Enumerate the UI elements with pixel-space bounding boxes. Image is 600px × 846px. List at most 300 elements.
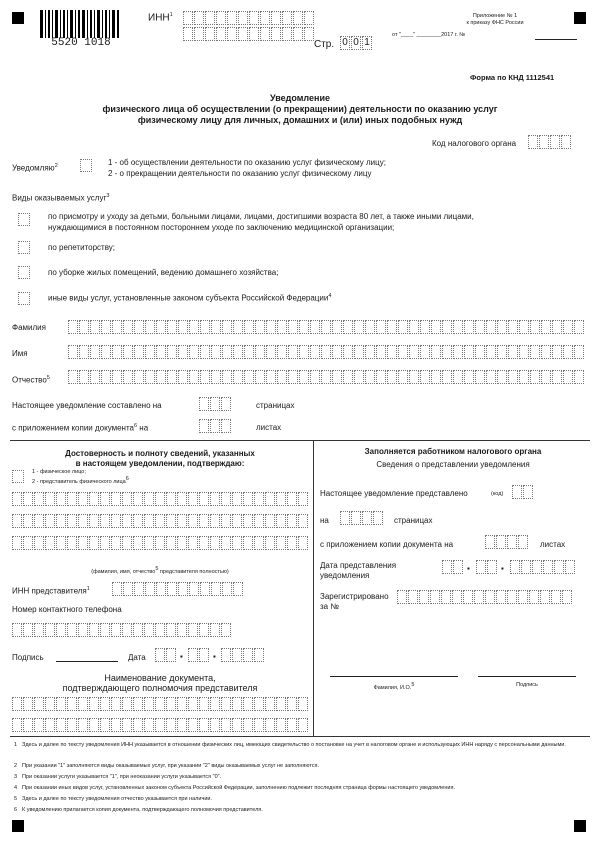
comb-cell <box>562 590 572 604</box>
comb-cell <box>496 590 506 604</box>
comb-cell <box>45 514 55 528</box>
comb-cell <box>78 623 88 637</box>
service-cleaning-text: по уборке жилых помещений, ведению домашнего хозяйства; <box>48 268 279 277</box>
comb-cell <box>210 718 220 732</box>
comb-cell <box>211 582 221 596</box>
comb-cell <box>200 370 210 384</box>
comb-cell <box>12 492 22 506</box>
comb-cell <box>233 370 243 384</box>
comb-cell <box>155 623 165 637</box>
staff-pages-on: на <box>320 516 329 525</box>
comb-cell <box>133 697 143 711</box>
tax-office-code-label: Код налогового органа <box>432 139 517 148</box>
comb-cell <box>177 623 187 637</box>
comb-cell <box>497 320 507 334</box>
notify-option-1: 1 - об осуществлении деятельности по оказанию услуг физическому лицу; <box>108 158 386 167</box>
footnote-4: 4 При оказании иных видов услуг, установленных законом субъекта Российской Федерации, заполнению подлежит последняя страница формы настоящего уведомления. <box>14 785 455 791</box>
comb-cell <box>34 697 44 711</box>
comb-cell <box>287 492 297 506</box>
service-childcare-field[interactable] <box>18 213 30 226</box>
comb-cell <box>111 718 121 732</box>
comb-cell <box>276 718 286 732</box>
page-number-field[interactable]: 0 0 1 <box>340 36 372 50</box>
comb-cell <box>277 320 287 334</box>
notify-option-2: 2 - о прекращении деятельности по оказанию услуг физическому лицу <box>108 169 372 178</box>
comb-cell <box>177 492 187 506</box>
comb-cell <box>167 320 177 334</box>
comb-cell <box>254 718 264 732</box>
comb-cell <box>486 370 496 384</box>
comb-cell <box>155 514 165 528</box>
comb-cell <box>287 514 297 528</box>
comb-cell <box>122 492 132 506</box>
comb-cell <box>254 514 264 528</box>
corner-marker-top-right <box>574 12 586 24</box>
comb-cell <box>288 345 298 359</box>
comb-cell <box>343 320 353 334</box>
corner-marker-top-left <box>12 12 24 24</box>
comb-cell <box>67 492 77 506</box>
comb-cell <box>155 697 165 711</box>
footnote-5: 5 Здесь и далее по тексту уведомления отчество указывается при наличии. <box>14 796 213 802</box>
comb-cell <box>541 345 551 359</box>
comb-cell <box>100 514 110 528</box>
comb-cell <box>232 536 242 550</box>
title-line1: Уведомление <box>269 93 330 103</box>
comb-cell <box>453 370 463 384</box>
comb-cell <box>178 320 188 334</box>
comb-cell <box>508 345 518 359</box>
rep-inn-label: ИНН представителя$^1$ <box>12 586 90 596</box>
signer-type-field[interactable] <box>12 470 24 483</box>
comb-cell <box>166 623 176 637</box>
comb-cell <box>409 370 419 384</box>
comb-cell <box>244 345 254 359</box>
rep-inn-field[interactable] <box>112 582 243 596</box>
doc-name-field-2[interactable] <box>12 718 308 732</box>
comb-cell <box>354 320 364 334</box>
comb-cell <box>166 536 176 550</box>
comb-cell <box>419 590 429 604</box>
footnote-1: 1 Здесь и далее по тексту уведомления ИНН указывается в отношении физических лиц, имеющих свидетельство о постановке на учет в налоговом органе и использующих ИНН наряду с персональными данными. <box>14 742 566 748</box>
comb-cell <box>475 370 485 384</box>
comb-cell <box>486 320 496 334</box>
comb-cell <box>144 536 154 550</box>
comb-cell <box>23 514 33 528</box>
comb-cell <box>431 370 441 384</box>
comb-cell <box>221 514 231 528</box>
pages-count-field[interactable] <box>199 397 231 411</box>
comb-cell <box>100 697 110 711</box>
comb-cell <box>78 697 88 711</box>
rep-fio-caption: (фамилия, имя, отчество5 представителя полностью) <box>91 566 229 575</box>
comb-cell <box>89 514 99 528</box>
comb-cell <box>232 514 242 528</box>
comb-cell <box>199 536 209 550</box>
comb-cell <box>155 718 165 732</box>
services-label: Виды оказываемых услуг$^3$ <box>12 193 110 203</box>
rep-fio-field-2[interactable] <box>12 514 308 528</box>
date-year-field[interactable] <box>221 648 264 662</box>
appendix-line2: к приказу ФНС России <box>466 20 524 26</box>
comb-cell <box>178 345 188 359</box>
comb-cell <box>497 370 507 384</box>
comb-cell <box>156 320 166 334</box>
comb-cell <box>265 536 275 550</box>
comb-cell <box>343 370 353 384</box>
tax-office-code-field[interactable] <box>528 135 571 149</box>
comb-cell <box>133 718 143 732</box>
comb-cell <box>45 623 55 637</box>
comb-cell <box>156 370 166 384</box>
comb-cell <box>243 697 253 711</box>
comb-cell <box>134 320 144 334</box>
comb-cell <box>475 320 485 334</box>
staff-block-title: Заполняется работником налогового органа <box>364 447 542 456</box>
comb-cell <box>464 320 474 334</box>
comb-cell <box>134 582 144 596</box>
comb-cell <box>189 582 199 596</box>
service-other-text: иные виды услуг, установленные законом субъекта Российской Федерации$^4$ <box>48 293 332 303</box>
comb-cell <box>23 492 33 506</box>
service-cleaning-field[interactable] <box>18 266 30 279</box>
comb-cell <box>188 697 198 711</box>
comb-cell <box>177 697 187 711</box>
submission-date-sep2: ▪ <box>501 564 504 573</box>
comb-cell <box>321 320 331 334</box>
comb-cell <box>265 492 275 506</box>
comb-cell <box>89 623 99 637</box>
comb-cell <box>199 697 209 711</box>
submission-date-day[interactable] <box>442 560 463 574</box>
comb-cell <box>122 536 132 550</box>
surname-label: Фамилия <box>12 323 46 332</box>
comb-cell <box>232 697 242 711</box>
appendix-line3: от "____" ________2017 г. № <box>392 32 466 38</box>
sign-line[interactable] <box>56 661 118 662</box>
comb-cell <box>188 623 198 637</box>
comb-cell <box>255 370 265 384</box>
comb-cell <box>519 345 529 359</box>
copy-count-label: с приложением копии документа$^6$ на <box>12 423 149 433</box>
comb-cell <box>79 320 89 334</box>
comb-cell <box>199 718 209 732</box>
comb-cell <box>68 320 78 334</box>
comb-cell <box>474 590 484 604</box>
comb-cell <box>519 320 529 334</box>
comb-cell <box>232 718 242 732</box>
comb-cell <box>298 536 308 550</box>
comb-cell <box>112 370 122 384</box>
submission-date-year[interactable] <box>510 560 575 574</box>
comb-cell <box>178 582 188 596</box>
comb-cell <box>189 345 199 359</box>
comb-cell <box>68 345 78 359</box>
comb-cell <box>221 623 231 637</box>
comb-cell <box>287 536 297 550</box>
comb-cell <box>221 697 231 711</box>
date-month-field[interactable] <box>188 648 209 662</box>
comb-cell <box>276 697 286 711</box>
comb-cell <box>530 370 540 384</box>
comb-cell <box>408 590 418 604</box>
comb-cell <box>101 320 111 334</box>
comb-cell <box>155 492 165 506</box>
comb-cell <box>541 370 551 384</box>
comb-cell <box>166 492 176 506</box>
comb-cell <box>34 623 44 637</box>
comb-cell <box>56 514 66 528</box>
comb-cell <box>189 370 199 384</box>
rep-fio-field-1[interactable] <box>12 492 308 506</box>
comb-cell <box>530 345 540 359</box>
comb-cell <box>67 697 77 711</box>
comb-cell <box>67 536 77 550</box>
comb-cell <box>100 492 110 506</box>
comb-cell <box>266 320 276 334</box>
comb-cell <box>464 370 474 384</box>
comb-cell <box>122 697 132 711</box>
comb-cell <box>166 697 176 711</box>
staff-fio-line[interactable] <box>330 676 458 677</box>
comb-cell <box>210 536 220 550</box>
footnote-2: 2 При указании "1" заполняются виды оказываемых услуг, при указании "2" виды оказываемых услуг не заполняются. <box>14 763 320 769</box>
comb-cell <box>233 345 243 359</box>
comb-cell <box>144 718 154 732</box>
comb-cell <box>90 320 100 334</box>
comb-cell <box>12 536 22 550</box>
comb-cell <box>189 320 199 334</box>
comb-cell <box>529 590 539 604</box>
comb-cell <box>188 514 198 528</box>
doc-name-field-1[interactable] <box>12 697 308 711</box>
comb-cell <box>354 345 364 359</box>
comb-cell <box>112 582 122 596</box>
sign-label: Подпись <box>12 653 44 662</box>
comb-cell <box>508 370 518 384</box>
comb-cell <box>563 345 573 359</box>
comb-cell <box>122 514 132 528</box>
comb-cell <box>420 320 430 334</box>
service-childcare-text-b: нуждающимися в постоянном постороннем уходе по заключению медицинской организации; <box>48 223 395 232</box>
comb-cell <box>276 536 286 550</box>
doc-title-1: Наименование документа, <box>104 673 216 683</box>
staff-copy-field[interactable] <box>485 535 528 549</box>
comb-cell <box>254 536 264 550</box>
comb-cell <box>199 623 209 637</box>
comb-cell <box>12 697 22 711</box>
column-divider <box>313 440 314 736</box>
comb-cell <box>563 320 573 334</box>
comb-cell <box>133 492 143 506</box>
comb-cell <box>56 718 66 732</box>
comb-cell <box>420 345 430 359</box>
date-day-field[interactable] <box>155 648 176 662</box>
submitted-code-field[interactable] <box>512 485 533 499</box>
comb-cell <box>144 492 154 506</box>
comb-cell <box>210 697 220 711</box>
comb-cell <box>431 320 441 334</box>
comb-cell <box>243 718 253 732</box>
comb-cell <box>45 718 55 732</box>
rep-fio-field-3[interactable] <box>12 536 308 550</box>
comb-cell <box>397 590 407 604</box>
comb-cell <box>552 370 562 384</box>
comb-cell <box>310 320 320 334</box>
phone-field[interactable] <box>12 623 231 637</box>
comb-cell <box>133 623 143 637</box>
comb-cell <box>23 536 33 550</box>
comb-cell <box>111 514 121 528</box>
comb-cell <box>188 492 198 506</box>
surname-field[interactable] <box>68 320 584 334</box>
comb-cell <box>23 623 33 637</box>
comb-cell <box>574 345 584 359</box>
title-line2: физического лица об осуществлении (о прекращении) деятельности по оказанию услуг <box>102 104 498 114</box>
comb-cell <box>45 492 55 506</box>
comb-cell <box>376 320 386 334</box>
comb-cell <box>398 370 408 384</box>
comb-cell <box>145 345 155 359</box>
comb-cell <box>167 582 177 596</box>
comb-cell <box>23 697 33 711</box>
service-other-field[interactable] <box>18 292 30 305</box>
comb-cell <box>67 718 77 732</box>
confirm-title-2: в настоящем уведомлении, подтверждаю: <box>75 459 245 468</box>
comb-cell <box>167 370 177 384</box>
comb-cell <box>409 345 419 359</box>
comb-cell <box>243 492 253 506</box>
comb-cell <box>254 697 264 711</box>
staff-block-subtitle: Сведения о представлении уведомления <box>376 460 530 469</box>
date-sep-2: ▪ <box>213 652 216 661</box>
comb-cell <box>78 536 88 550</box>
comb-cell <box>298 514 308 528</box>
comb-cell <box>233 582 243 596</box>
barcode-number: 5520 1018 <box>51 37 111 49</box>
comb-cell <box>12 623 22 637</box>
staff-copy-suffix: листах <box>540 540 566 549</box>
comb-cell <box>45 697 55 711</box>
comb-cell <box>145 582 155 596</box>
name-field[interactable] <box>68 345 584 359</box>
comb-cell <box>90 370 100 384</box>
barcode <box>40 10 122 48</box>
inn-label: ИНН$^1$ <box>148 12 173 24</box>
comb-cell <box>89 718 99 732</box>
comb-cell <box>123 370 133 384</box>
comb-cell <box>155 536 165 550</box>
comb-cell <box>177 718 187 732</box>
comb-cell <box>222 345 232 359</box>
comb-cell <box>112 320 122 334</box>
comb-cell <box>475 345 485 359</box>
comb-cell <box>276 514 286 528</box>
comb-cell <box>177 514 187 528</box>
comb-cell <box>266 370 276 384</box>
comb-cell <box>188 718 198 732</box>
comb-cell <box>210 492 220 506</box>
comb-cell <box>574 320 584 334</box>
comb-cell <box>409 320 419 334</box>
comb-cell <box>222 582 232 596</box>
patronymic-field[interactable] <box>68 370 584 384</box>
comb-cell <box>574 370 584 384</box>
doc-title-2: подтверждающего полномочия представителя <box>62 683 258 693</box>
staff-sign-caption: Подпись <box>516 682 538 688</box>
comb-cell <box>453 320 463 334</box>
comb-cell <box>78 718 88 732</box>
date-label: Дата <box>128 653 146 662</box>
comb-cell <box>210 623 220 637</box>
comb-cell <box>420 370 430 384</box>
comb-cell <box>133 514 143 528</box>
footnote-6: 6 К уведомлению прилагается копия документа, подтверждающего полномочия представителя. <box>14 807 263 813</box>
comb-cell <box>244 320 254 334</box>
comb-cell <box>321 345 331 359</box>
patronymic-label: Отчество$^5$ <box>12 375 50 385</box>
comb-cell <box>144 514 154 528</box>
comb-cell <box>156 345 166 359</box>
comb-cell <box>332 345 342 359</box>
comb-cell <box>255 320 265 334</box>
comb-cell <box>68 370 78 384</box>
comb-cell <box>210 514 220 528</box>
signer-option-1: 1 - физическое лицо; <box>32 469 86 475</box>
comb-cell <box>321 370 331 384</box>
notify-label: Уведомляю$^2$ <box>12 163 58 173</box>
staff-pages-field[interactable] <box>340 511 383 525</box>
comb-cell <box>398 320 408 334</box>
comb-cell <box>299 370 309 384</box>
comb-cell <box>507 590 517 604</box>
comb-cell <box>508 320 518 334</box>
comb-cell <box>178 370 188 384</box>
comb-cell <box>431 345 441 359</box>
comb-cell <box>133 536 143 550</box>
comb-cell <box>67 623 77 637</box>
staff-sign-line[interactable] <box>478 676 576 677</box>
registration-number-field[interactable] <box>397 590 572 604</box>
corner-marker-bottom-left <box>12 820 24 832</box>
comb-cell <box>111 697 121 711</box>
comb-cell <box>134 345 144 359</box>
comb-cell <box>34 536 44 550</box>
comb-cell <box>123 582 133 596</box>
comb-cell <box>144 697 154 711</box>
comb-cell <box>100 623 110 637</box>
comb-cell <box>464 345 474 359</box>
comb-cell <box>56 697 66 711</box>
service-tutoring-field[interactable] <box>18 241 30 254</box>
corner-marker-bottom-right <box>574 820 586 832</box>
inn-field[interactable] <box>183 11 314 25</box>
comb-cell <box>453 345 463 359</box>
comb-cell <box>299 320 309 334</box>
comb-cell <box>78 492 88 506</box>
submitted-label: Настоящее уведомление представлено <box>320 489 468 498</box>
comb-cell <box>34 718 44 732</box>
service-childcare-text-a: по присмотру и уходу за детьми, больными лицами, лицами, достигшими возраста 80 лет, а также иными лицами, <box>48 212 474 221</box>
copy-count-field[interactable] <box>199 419 231 433</box>
comb-cell <box>12 514 22 528</box>
comb-cell <box>287 697 297 711</box>
submission-date-month[interactable] <box>476 560 497 574</box>
notify-type-field[interactable] <box>80 159 92 172</box>
comb-cell <box>233 320 243 334</box>
name-label: Имя <box>12 349 28 358</box>
comb-cell <box>485 590 495 604</box>
